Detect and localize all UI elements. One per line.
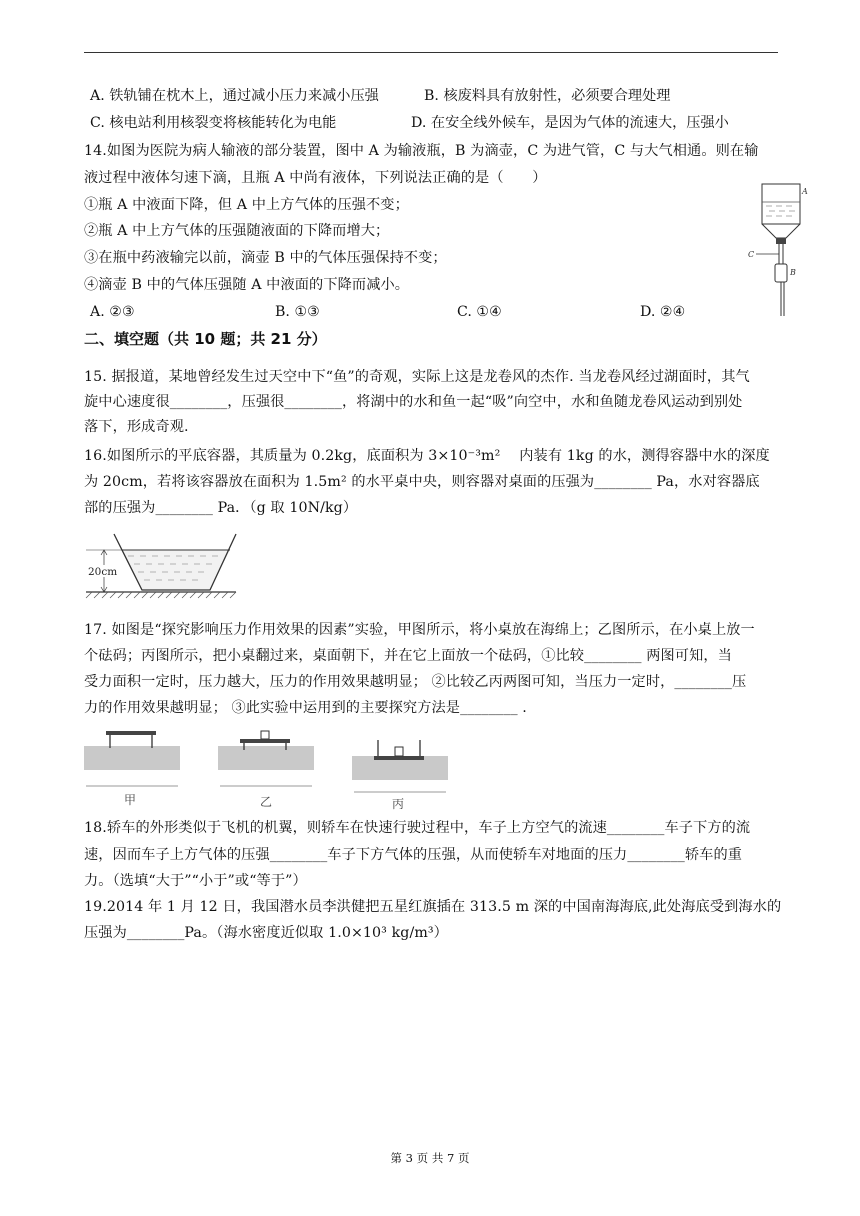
- depth-label: 20cm: [88, 566, 118, 578]
- q14-stem-line-2: 液过程中液体匀速下滴，且瓶 A 中尚有液体，下列说法正确的是（ ）: [84, 170, 547, 186]
- q14-option-d: D. ②④: [640, 304, 686, 320]
- q13-option-d: D. 在安全线外候车，是因为气体的流速大，压强小: [411, 115, 729, 131]
- q17-line-3: 受力面积一定时，压力越大，压力的作用效果越明显； ②比较乙丙两图可知，当压力一定时，________压: [84, 674, 747, 690]
- q14-option-c: C. ①④: [457, 304, 502, 320]
- q17-line-2: 个砝码；丙图所示，把小桌翻过来，桌面朝下，并在它上面放一个砝码，①比较________ 两图可知，当: [84, 648, 732, 664]
- q13-option-a: A. 铁轨铺在枕木上，通过减小压力来减小压强: [90, 88, 379, 104]
- page-footer: 第 3 页 共 7 页: [390, 1151, 470, 1165]
- q18-line-2: 速，因而车子上方气体的压强________车子下方气体的压强，从而使轿车对地面的压力________轿车的重: [84, 847, 743, 863]
- caption-bing: 丙: [392, 797, 405, 811]
- caption-yi: 乙: [260, 795, 273, 809]
- q19-line-1: 19.2014 年 1 月 12 日，我国潜水员李洪健把五星红旗插在 313.5 m 深的中国南海海底,此处海底受到海水的: [84, 899, 782, 915]
- q15-line-3: 落下，形成奇观.: [84, 419, 189, 435]
- caption-jia: 甲: [124, 793, 137, 807]
- q16-line-1: 16.如图所示的平底容器，其质量为 0.2kg，底面积为 3×10⁻³m² 内装有 1kg 的水，测得容器中水的深度: [84, 448, 770, 464]
- sponge-figure-jia: [84, 728, 184, 810]
- q14-stem-line-1: 14.如图为医院为病人输液的部分装置，图中 A 为输液瓶，B 为滴壶，C 为进气管，C 与大气相通。则在输: [84, 143, 759, 159]
- q14-statement-4: ④滴壶 B 中的气体压强随 A 中液面的下降而减小。: [84, 277, 410, 293]
- container-figure: [84, 528, 239, 606]
- q14-statement-1: ①瓶 A 中液面下降，但 A 中上方气体的压强不变；: [84, 197, 409, 213]
- q14-option-b: B. ①③: [275, 304, 320, 320]
- fig-label-c: C: [748, 250, 755, 259]
- header-rule: [84, 52, 778, 53]
- q17-line-4: 力的作用效果越明显； ③此实验中运用到的主要探究方法是________ .: [84, 700, 527, 716]
- q14-statement-2: ②瓶 A 中上方气体的压强随液面的下降而增大；: [84, 223, 390, 239]
- q14-option-a: A. ②③: [90, 304, 135, 320]
- q17-line-1: 17. 如图是“探究影响压力作用效果的因素”实验，甲图所示，将小桌放在海绵上；乙图所示，在小桌上放一: [84, 622, 755, 638]
- iv-drip-figure: [742, 180, 812, 320]
- q18-line-1: 18.轿车的外形类似于飞机的机翼，则轿车在快速行驶过程中，车子上方空气的流速________车子下方的流: [84, 820, 751, 836]
- fig-label-a: A: [802, 187, 808, 196]
- q18-line-3: 力。（选填“大于”“小于”或“等于”）: [84, 873, 307, 889]
- fig-label-b: B: [790, 268, 796, 277]
- q15-line-1: 15. 据报道，某地曾经发生过天空中下“鱼”的奇观，实际上这是龙卷风的杰作. 当龙卷风经过湖面时，其气: [84, 369, 750, 385]
- q13-option-b: B. 核废料具有放射性，必须要合理处理: [424, 88, 671, 104]
- q15-line-2: 旋中心速度很________，压强很________，将湖中的水和鱼一起“吸”向空中，水和鱼随龙卷风运动到别处: [84, 394, 743, 410]
- q13-option-c: C. 核电站利用核裂变将核能转化为电能: [90, 115, 337, 131]
- q14-statement-3: ③在瓶中药液输完以前，滴壶 B 中的气体压强保持不变；: [84, 250, 447, 266]
- section-title-fill-in: 二、填空题（共 10 题；共 21 分）: [84, 330, 327, 348]
- q19-line-2: 压强为________Pa。（海水密度近似取 1.0×10³ kg/m³）: [84, 925, 448, 941]
- sponge-figure-yi: [218, 728, 318, 810]
- sponge-figure-bing: [352, 734, 452, 816]
- q16-line-3: 部的压强为________ Pa．（g 取 10N/kg）: [84, 500, 358, 516]
- q16-line-2: 为 20cm，若将该容器放在面积为 1.5m² 的水平桌中央，则容器对桌面的压强为________ Pa，水对容器底: [84, 474, 760, 490]
